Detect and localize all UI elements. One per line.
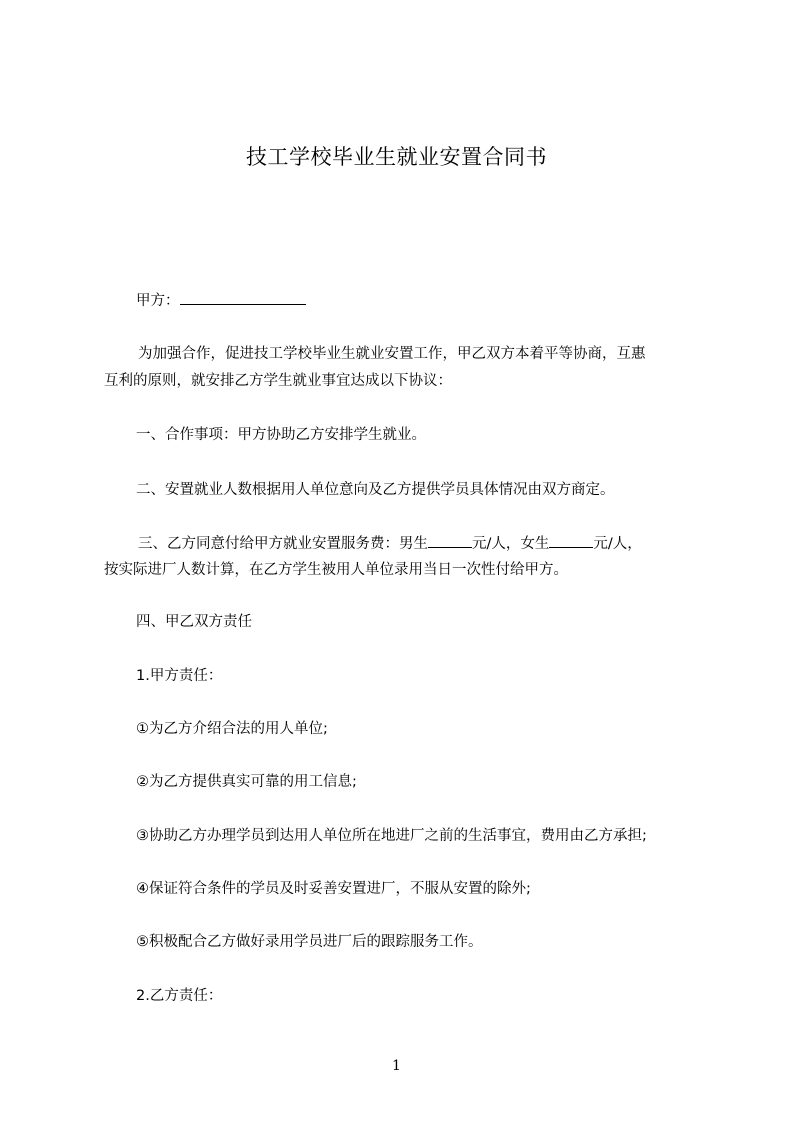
party-a-duty-item: ⑤积极配合乙方做好录用学员进厂后的跟踪服务工作。 (136, 934, 483, 950)
party-a-label: 甲方： (136, 293, 180, 309)
clause-3-text-a: 三、乙方同意付给甲方就业安置服务费：男生 (138, 536, 428, 552)
intro-line-2: 互利的原则，就安排乙方学生就业事宜达成以下协议： (104, 373, 452, 389)
party-a-duty-item: ④保证符合条件的学员及时妥善安置进厂，不服从安置的除外; (136, 881, 531, 897)
clause-3-line-1 (138, 533, 738, 554)
male-fee-blank (428, 533, 472, 548)
clause-4: 四、甲乙双方责任 (136, 614, 252, 630)
clause-3-text-b: 元/人，女生 (472, 536, 550, 552)
document-title: 技工学校毕业生就业安置合同书 (246, 145, 547, 169)
clause-3-text-c: 元/人， (593, 536, 642, 552)
party-a-duty-item: ①为乙方介绍合法的用人单位; (136, 721, 328, 737)
party-a-blank (180, 290, 306, 305)
party-a-line (136, 290, 736, 311)
party-a-duty-item: ②为乙方提供真实可靠的用工信息; (136, 774, 357, 790)
party-a-duty-item: ③协助乙方办理学员到达用人单位所在地进厂之前的生活事宜，费用由乙方承担; (136, 828, 647, 844)
party-a-duties-heading: 1.甲方责任： (136, 668, 223, 684)
party-b-duties-heading: 2.乙方责任： (136, 988, 223, 1004)
clause-1: 一、合作事项：甲方协助乙方安排学生就业。 (136, 427, 426, 443)
page-number: 1 (392, 1058, 401, 1074)
female-fee-blank (549, 533, 593, 548)
clause-3-line-2: 按实际进厂人数计算，在乙方学生被用人单位录用当日一次性付给甲方。 (104, 562, 568, 578)
clause-2: 二、安置就业人数根据用人单位意向及乙方提供学员具体情况由双方商定。 (136, 482, 615, 498)
intro-line-1: 为加强合作，促进技工学校毕业生就业安置工作，甲乙双方本着平等协商，互惠 (138, 346, 646, 362)
